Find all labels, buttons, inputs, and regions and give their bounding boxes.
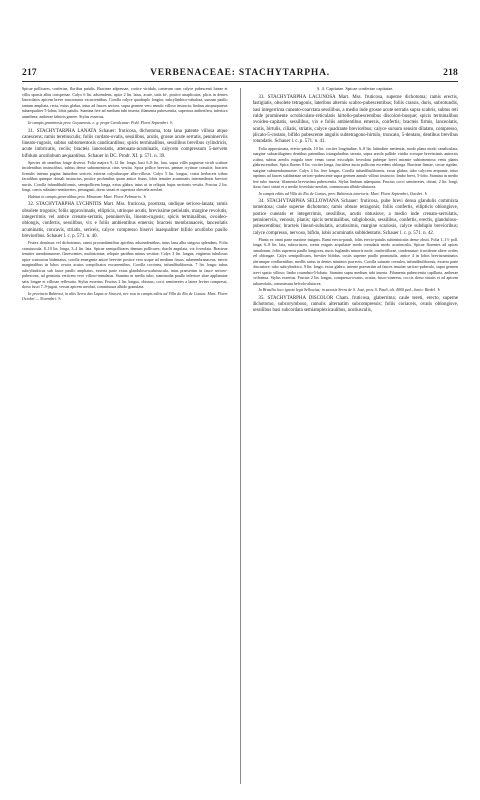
- species-description: Planta ex omni parte maxime insignis. Rami erecto-patuli, foliis erecto-patulis subimbricatis dense obsiti. Folia 1–1½ poll. longa, 6–8 lin. lata, subcoriacea, crenis exiguis acquilatae modo crenulatis modo acutiusculis. Spicae florentes ad apices ramulorum, foliis supremis paullo longiores, nucis Juglandis minoris mole, confertiflorae, condensatae; fructiferae altere ovales vel oblongae. Calyx semipollicaris, breviter bifidus, costis superne paullo prominulis, antice 4 in lobos breviacuminatos plerumque confluentibus, medlis rarius in dentes minimos porrectis. Corolla saturate coerulea, infundibuliformis, exserta parte obscuriore; tubo subcylindrico, 9 lin. longo, extus glabro, interne praesertim ad fauces tenuiter sericeo-puberulo, supra germen brevi spatio villoso; limbo rotundato-5-lobato. Stamina supra medium tubi inserta. Filamenta pubescentia capillaria, antherae oviformia. Stylus exsertus. Fructus 2 lin. longus, compresso-ovatus, acutus, fusco-cinereus, coccis dorso striatis et ad apicem subareolatis, commissura helvolo-alutacea.: [252, 236, 458, 286]
- header-rule: [22, 81, 458, 82]
- page-number-right: 218: [443, 68, 458, 78]
- species-heading: 32. STACHYTARPHA LYCHNITIS Mart. Mss. fruticosa, prostrata, undique sericeo-lanata; ramis obsolete trogonis; foliis approximatis, ellipticis, utrinque acutis, brevissime petiolatis, margine revolutis, integerrimis vel antice crenato-serratis, penninerviis, lineato-rugosis; spicis terminalibus, ovoideo-oblongis, confertis, sessilibus, vix e foliis ambientibus emersis; bracteis membranaceis, lanceolatis acuminatis, concavis, striatis, sericeis, calyce compresso biservi inaequaliter bifido acutilobo paullo brevioribus. Schauer l. c. p. 571. n. 40.: [22, 202, 228, 239]
- page-number-left: 217: [22, 68, 37, 78]
- right-column: [253, 86, 459, 786]
- species-heading: 35. STACHYTARPHA DISCOLOR Cham. fruticosa, glaberrima; caule tereti, erecto, superne dichotomo, subcorymboso, ramulis alternatim subcompressis; foliis coriaceis, ovatis oblongisve, sessilibus basi subcordata semiamplexicaulibus, acutiusculis,: [252, 295, 458, 314]
- habitat-note: In provincia Bahiensi, in altis Serra das Lapas et Sincorá, nec non in campis editis ad Villa do Rio de Contas: Mart. Floret Octobri — Novembri. ♄: [22, 290, 228, 302]
- running-title: VERBENACEAE: STACHYTARPHA.: [150, 68, 330, 78]
- species-description: Frutex demissus vel dichotomus, ramis procumbentibus apicibus adscendentibus, intus lana alba strigosa splendens. Folia crassiuscula, 8–10 lin. longa, 3–4 lin. lata. Spicae semipollicares demum pollicares; rhachi angulata, vix foveolata. Bracteae tenuiter membranaceae, flavescentes, multistriatae, reliquie partibus minus vestitae. Calyx 3 lin. longus, virgineus tubulosus apice contractus bidentatus, corolla emergente antice breviter postice vero usque ad medium fissus, submembranaceus, nervis marginalibus in lobos ovatos acutos compilicatos excurrentibus. Corolla coccinea, infundibuliformis, 7 lin. longa; tubus subcylindricus sub fauce paullo ampliatus, exserta parte extus glandulosa-scabriuscula, intus praesertim in fauce sericeo-pubescens, ad germinis verticem vero villoso-annulatus. Stamina in medio tubo; staminodia paullo inferiore sitae applanatae satis longae et villosae reflexatia. Stylus exsertus. Fructus 2 lin. longus, obtusus; cocci semiteretes a latere leviter compressi, dorso fusci 7–9-jugati, versus apicem areolati, commissura albido granulata.: [22, 240, 228, 290]
- species-description: Species ab omnibus longe diversa. Folia majora 9–12 lin. longa, basi 6–8 lin. lata, supra villis pagineae viridi scabrae incidentibus instructibus, subtus dense subtomentosis cinis vestita. Spica pollice brevior, pennae crytinae crassitie, bracteis firmulis interna pagina lanuribus sericeis externa calyxibusque albo-villosis. Calyx 5 lin. longus, costis herbaceis tribus facialibus quinque dorsali instructus, postice profundius quam antice fissus, lobis tenuiter acuminatis intermedentis breviori nuctis. Corolla infundibuliformis, semipollicem longa, extus glabra, intus ut in reliquis hujus sectionis vestita. Fructus 2 lin. longi, caecis subulato-semiteretes, perangusti, dorso striati et superiora obesiela areolati.: [22, 159, 228, 193]
- species-heading: 34. STACHYTARPHA SELLOWIANA Schauer: fruticosa, pube brevi densa glandulis commixta tomentosa; caule superne dichotomo; ramis obtuse tetragonis; foliis confertis, ellipticis oblongisve, postice cuneatis et integerrimis, sessilibus, acutis obtusisve, a medio inde crenato-serrulatis, penninerviis, venosis, planis; spicis terminalibus, subglobosis, sessilibus, confertis, erectis, glanduloso-pubescentibus; bracteis lineari-subulatis, acutissimis, margine scariosis, calyce subduplo brevioribus; calyce compresso, nervoso, bifido, lobis acuminatis subbidentatis. Schauer l. c. p. 571. n. 42.: [252, 199, 458, 236]
- habitat-note: Habitat in campis generalibus prov. Minarum: Mart. Floret Februario. ♄: [28, 193, 147, 199]
- species-heading: 31. STACHYTARPHA LANATA Schauer: fruticosa, dichotoma, tota lana patente villosa atque canescens; ramis teretiusculis; foliis cordato-ovatis, sessilibus, acutis, grosse acute serratis, penninerviis lineato-rugosis, subtus subtomentosis candicantibus; spicis terminalibus, sessilibus brevibus cylindricis, acute imbricatis, ceciis; bracteis lanceolatis, attenuato-acuminatis, calycem compressum 5-nervem bifidum acutilobum aequantibus. Schauer in DC. Prodr. XI. p. 571. n. 39.: [22, 128, 228, 159]
- left-column: [22, 86, 228, 786]
- species-description: Folia approximata, erecto-patula, 10 lin. circiter longitudine, 6–8 lin. latitudine metientia, modo plana modo canaliculata, margine subcartilagineo dentibus patentibus triangularibus serrata, supra areola pallide viridia scrisque brevissimis antrorsis scabra, subtus areolis exigula inter venas crassi exsculptis foveolata pubeque brevi mirante subtomentosa venis planis glabrescentibus. Spica florens 8 lin. circiter longa, fructifera aucta pollicem excedens oblonga. Bracteae firmae, circae rigidae, margine submembranaceae. Calyx 4 lin. fere longus. Corolla infundibuliformis, extus glabra; tubo calycem aequante, intus inprimis ad fauces sublineatae sericeo-pubescente supra germen annulo villoso instructo; limbo brevi, 5-lobo. Stamina in medio fere tubo inserta; filamenta brevissima pubescentia. Stylus limbum adaequans. Fructus cocci semiteretes, obtusi, 2 lin. longi, dorso fusci striati et a medio foveolato-areolati, commissura albido-aliutacea.: [252, 145, 458, 190]
- section-title: §. 4. Capitatae. Spicae confertae capitatae.: [317, 86, 394, 91]
- running-head: [22, 68, 458, 78]
- habitat-note: In campis graminosis prov. Goyazensis, e. g. prope Cavalcante: Pohl. Floret Septembri. ♄: [28, 120, 174, 125]
- habitat-note: In Brasilia loco ignoto legit Sellowius; in saxosis Serra de S. José, prov. S. Pauli, alt. 4000 ped., Junio: Riedel. ♄: [258, 287, 441, 293]
- habitat-note: In campis editis ad Villa do Rio de Contas, prov. Bahiensis interioris: Mart. Floret Septembri, Octobri. ♄: [258, 190, 428, 196]
- column-divider: [240, 88, 241, 784]
- text-columns: [22, 86, 458, 786]
- paragraph: Spicae pollicares, confertae, floribus patulis. Bracteae adpressae, cortice viridula, caeterum cum calyce pubescenti luteae et villis sparsis albis conspersae. Calyx 6 lin. adscendens, apice 2 lin. latus, acute, satis bi-, postice unaplicatus, plicis in dentes lanceolatos apicem breve mucronatos excurrentibus. Corolla calyce quadruplo longior, subcylindrico-tubulosa, sursum paullo tantum ampliata, recta, extus glabra, intus ad fauces sericea, supra germen vero annulo villoso instructa; limbus atropurpureus subaequaliter 5-lobus, lobis patulis. Stamina fere ad medium tubi inserta; filamenta pubescentia, superiora antheriferа, inferiora anaethera; antherae fabriris genere. Stylus exsertus.: [22, 86, 228, 119]
- species-heading: 33. STACHYTARPHA LACUNOSA Mart. Mss. fruticosa, superne dichotoma; ramis erectis, fastigiatis, obsolete tetragonis, lateribus alternis scabro-pubescentibus; foliis crassis, duris, subrotundis, basi integerrima cuneato-coarctata sessilibus, a medio inde grosse acute serratis supra scabris, subtus reti valde prominente scrobiculato-reticulatis hirtello-pubescentibus discolori-busque; spicis terminalibus ovoideo-capitatis, sessilibus, vix e foliis ambientibus emersis, confertis; bracteis firmis, lanceolatis, acutis, hirtulis, ciliatis, striatis, calyce quadrante brevioribus; calyce sursum sensim dilatato, compresso, plicato-5-costato, bifido pubescente angulis subtetragono-hirtulo, truncato, 5-dentato, dentibus brevibus rotundatis. Schauer l. c. p. 571. n. 41.: [252, 95, 458, 145]
